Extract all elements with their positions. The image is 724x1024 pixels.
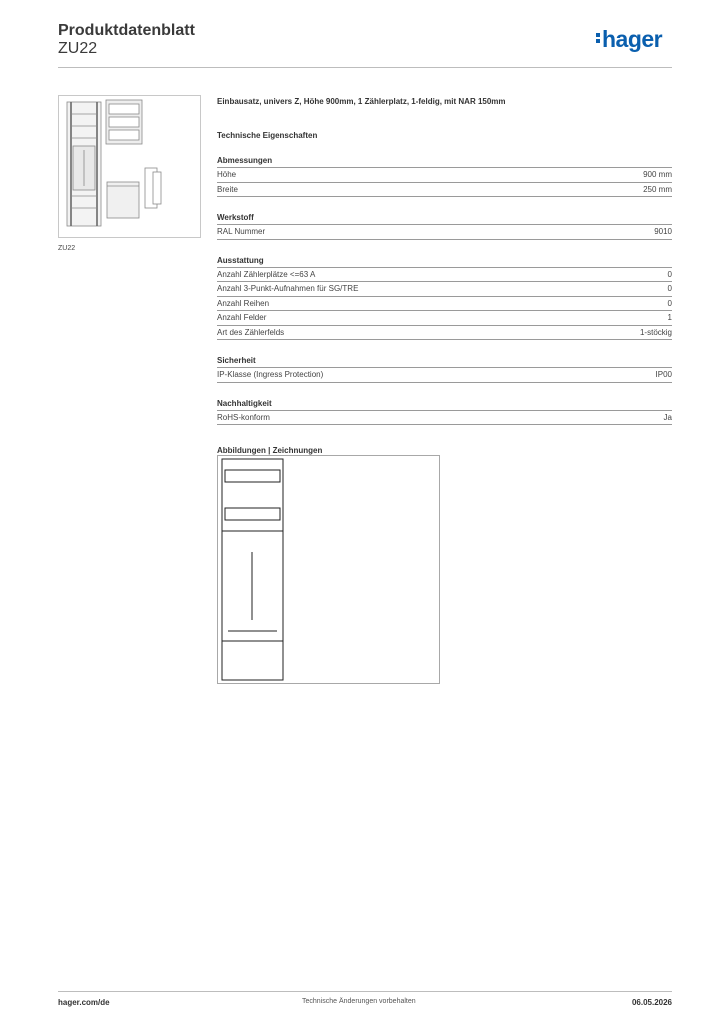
header-rule — [58, 67, 672, 68]
spec-label: Anzahl Reihen — [217, 298, 270, 308]
spec-row — [217, 311, 672, 326]
product-image — [58, 95, 201, 238]
logo-dots-icon — [596, 31, 601, 45]
group-title: Nachhaltigkeit — [217, 398, 672, 411]
brand-name: hager — [602, 26, 663, 52]
spec-row — [217, 282, 672, 297]
footer-website-link[interactable]: hager.com/de — [58, 998, 110, 1007]
spec-row — [217, 183, 672, 198]
spec-label: RAL Nummer — [217, 227, 266, 236]
footer-date: 06.05.2026 — [631, 998, 672, 1007]
spec-value: 1 — [667, 313, 672, 322]
spec-value: 900 mm — [643, 170, 672, 179]
product-description: Einbausatz, univers Z, Höhe 900mm, 1 Zählerplatz, 1-feldig, mit NAR 150mm — [217, 97, 506, 106]
drawings-heading: Abbildungen | Zeichnungen — [217, 446, 323, 455]
spec-row — [217, 225, 672, 240]
group-title: Werkstoff — [217, 212, 672, 225]
brand-logo — [596, 28, 662, 51]
spec-content — [217, 96, 672, 456]
spec-label: Anzahl Felder — [217, 313, 267, 322]
spec-value: Ja — [663, 412, 672, 422]
technical-heading: Technische Eigenschaften — [217, 131, 318, 140]
spec-label: Anzahl 3-Punkt-Aufnahmen für SG/TRE — [217, 284, 359, 293]
technical-drawing — [217, 455, 440, 684]
spec-value: 0 — [667, 298, 672, 308]
group-title: Abmessungen — [217, 155, 672, 168]
spec-value: 9010 — [654, 227, 672, 236]
spec-label: RoHS-konform — [217, 412, 270, 422]
product-illustration-icon — [59, 96, 200, 237]
spec-row — [217, 297, 672, 312]
spec-value: 1-stöckig — [639, 327, 672, 337]
group-title: Sicherheit — [217, 355, 672, 368]
spec-row — [217, 326, 672, 341]
spec-row — [217, 168, 672, 183]
technical-drawing-icon — [218, 456, 439, 683]
spec-value: 250 mm — [643, 184, 672, 194]
spec-value: 0 — [667, 269, 672, 279]
spec-row — [217, 411, 672, 426]
image-caption: ZU22 — [58, 245, 76, 252]
footer-note: Technische Änderungen vorbehalten — [302, 998, 416, 1005]
group-title: Ausstattung — [217, 255, 672, 268]
spec-value: 0 — [667, 284, 672, 293]
spec-label: Anzahl Zählerplätze <=63 A — [217, 269, 316, 279]
spec-value: IP00 — [655, 370, 672, 379]
spec-label: Breite — [217, 184, 238, 194]
spec-row — [217, 268, 672, 283]
spec-label: IP-Klasse (Ingress Protection) — [217, 370, 324, 379]
spec-label: Höhe — [217, 170, 237, 179]
footer-rule — [58, 991, 672, 992]
spec-row — [217, 368, 672, 383]
spec-label: Art des Zählerfelds — [217, 327, 285, 337]
product-code: ZU22 — [58, 40, 98, 57]
document-title: Produktdatenblatt — [58, 22, 195, 39]
